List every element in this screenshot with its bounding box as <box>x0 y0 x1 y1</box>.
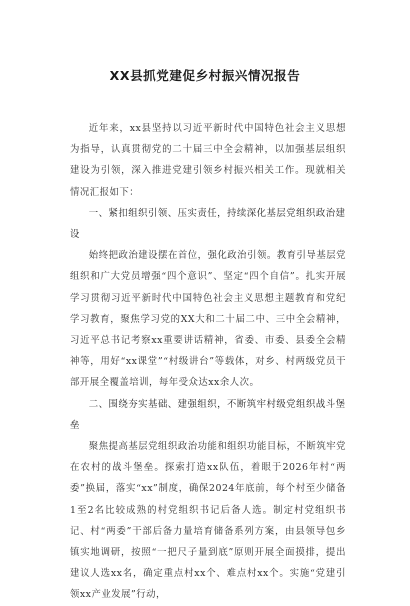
document-title: XX县抓党建促乡村振兴情况报告 <box>109 68 301 83</box>
section-1-paragraph: 始终把政治建设摆在首位，强化政治引领。教育引导基层党组织和广大党员增强“四个意识”、坚定“四个自信”。扎实开展学习贯彻习近平新时代中国特色社会主义思想主题教育和党纪学习教育，聚焦学习党的XX大和二十届二中、三中全会精神，习近平总书记考察xx重要讲话精神，省委、市委、县委全会精神等，用好“xx课堂”“村级讲台”等载体，对乡、村两级党员干部开展全覆盖培训，每年受众达xx余人次。 <box>70 250 346 389</box>
section-2-paragraph: 聚焦提高基层党组织政治功能和组织功能目标，不断筑牢党在农村的战斗堡垒。探索打造xx队伍，着眼于2026年村“两委”换届，落实“xx”制度，确保2024年底前，每个村至少储备1至2名比较成熟的村党组织书记后备人选。制定村党组织书记、村“两委”干部后备力量培育储备系列方案，由县领导包乡镇实地调研，按照“一把尺子量到底”原则开展全面摸排，提出建议人选xx名，确定重点村xx个、难点村xx个。实施“党建引领xx产业发展”行动， <box>70 441 346 601</box>
section-heading-1: 一、紧扣组织引领、压实责任，持续深化基层党组织政治建设 <box>70 207 346 241</box>
document-body <box>70 118 346 606</box>
intro-paragraph: 近年来，xx县坚持以习近平新时代中国特色社会主义思想为指导，认真贯彻党的二十届三中全会精神，以加强基层组织建设为引领，深入推进党建引领乡村振兴相关工作。现就相关情况汇报如下： <box>70 123 346 198</box>
section-heading-2: 二、围绕夯实基础、建强组织，不断筑牢村级党组织战斗堡垒 <box>70 398 346 431</box>
